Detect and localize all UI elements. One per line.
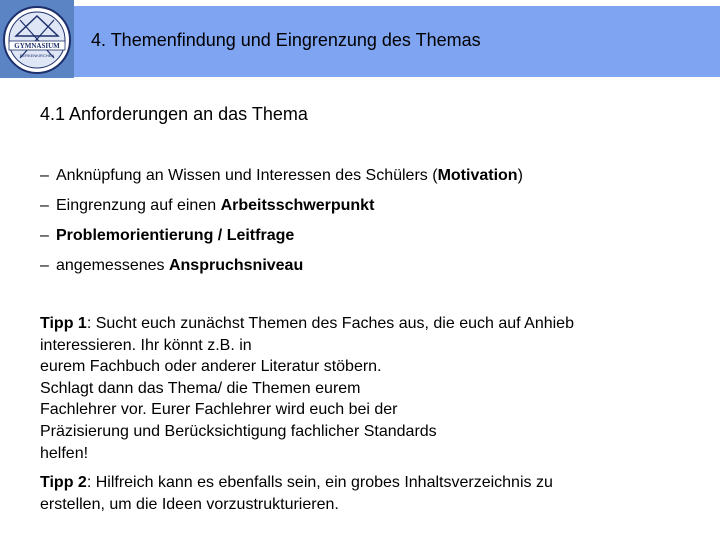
- list-item-bold: Problemorientierung / Leitfrage: [56, 227, 295, 244]
- tip-1-line: eurem Fachbuch oder anderer Literatur stöbern.: [40, 358, 382, 376]
- section-heading: 4.1 Anforderungen an das Thema: [40, 104, 308, 124]
- list-item: [40, 225, 523, 255]
- tip-1-paragraph: [40, 313, 680, 464]
- logo-text-bottom: BERKENKIRCHEN: [19, 53, 55, 58]
- tip-1-line: interessieren. Ihr könnt z.B. in: [40, 336, 252, 354]
- tip-1-line: helfen!: [40, 444, 89, 462]
- bullet-marker: –: [40, 257, 49, 274]
- list-item-bold: Arbeitsschwerpunkt: [220, 197, 375, 214]
- list-item: [40, 165, 523, 195]
- list-item-text: Anknüpfung an Wissen und Interessen des Schülers (: [56, 167, 438, 184]
- tip-1-line: Präzisierung und Berücksichtigung fachlicher Standards: [40, 422, 437, 440]
- tip-1-line: Schlagt dann das Thema/ die Themen eurem: [40, 379, 361, 397]
- bullet-marker: –: [40, 167, 49, 184]
- school-crest-icon: [0, 0, 74, 78]
- bullet-marker: –: [40, 227, 49, 244]
- list-item-text: angemessenes: [56, 257, 169, 274]
- tip-1-text: : Sucht euch zunächst Themen des Faches aus, die euch auf Anhieb: [86, 315, 574, 332]
- tip-2-line: [40, 472, 680, 494]
- list-item-text: Eingrenzung auf einen: [56, 197, 221, 214]
- tip-2-label: Tipp 2: [40, 474, 87, 491]
- list-item: [40, 195, 523, 225]
- bullet-marker: –: [40, 197, 49, 214]
- list-item: [40, 255, 523, 285]
- tip-2-text: : Hilfreich kann es ebenfalls sein, ein grobes Inhaltsverzeichnis zu: [86, 474, 553, 491]
- logo-panel: [0, 0, 74, 78]
- list-item-bold: Motivation: [437, 167, 518, 184]
- tip-1-line: Fachlehrer vor. Eurer Fachlehrer wird euch bei der: [40, 401, 398, 419]
- tip-2-line: erstellen, um die Ideen vorzustrukturieren.: [40, 495, 339, 513]
- logo-text-top: GYMNASIUM: [14, 42, 60, 50]
- list-item-bold: Anspruchsniveau: [168, 257, 304, 274]
- page-title: 4. Themenfindung und Eingrenzung des Themas: [91, 30, 481, 50]
- tip-1-line: [40, 313, 680, 335]
- tip-1-label: Tipp 1: [40, 315, 87, 332]
- requirements-list: [40, 165, 523, 285]
- list-item-suffix: ): [517, 167, 523, 184]
- tip-2-paragraph: [40, 472, 680, 515]
